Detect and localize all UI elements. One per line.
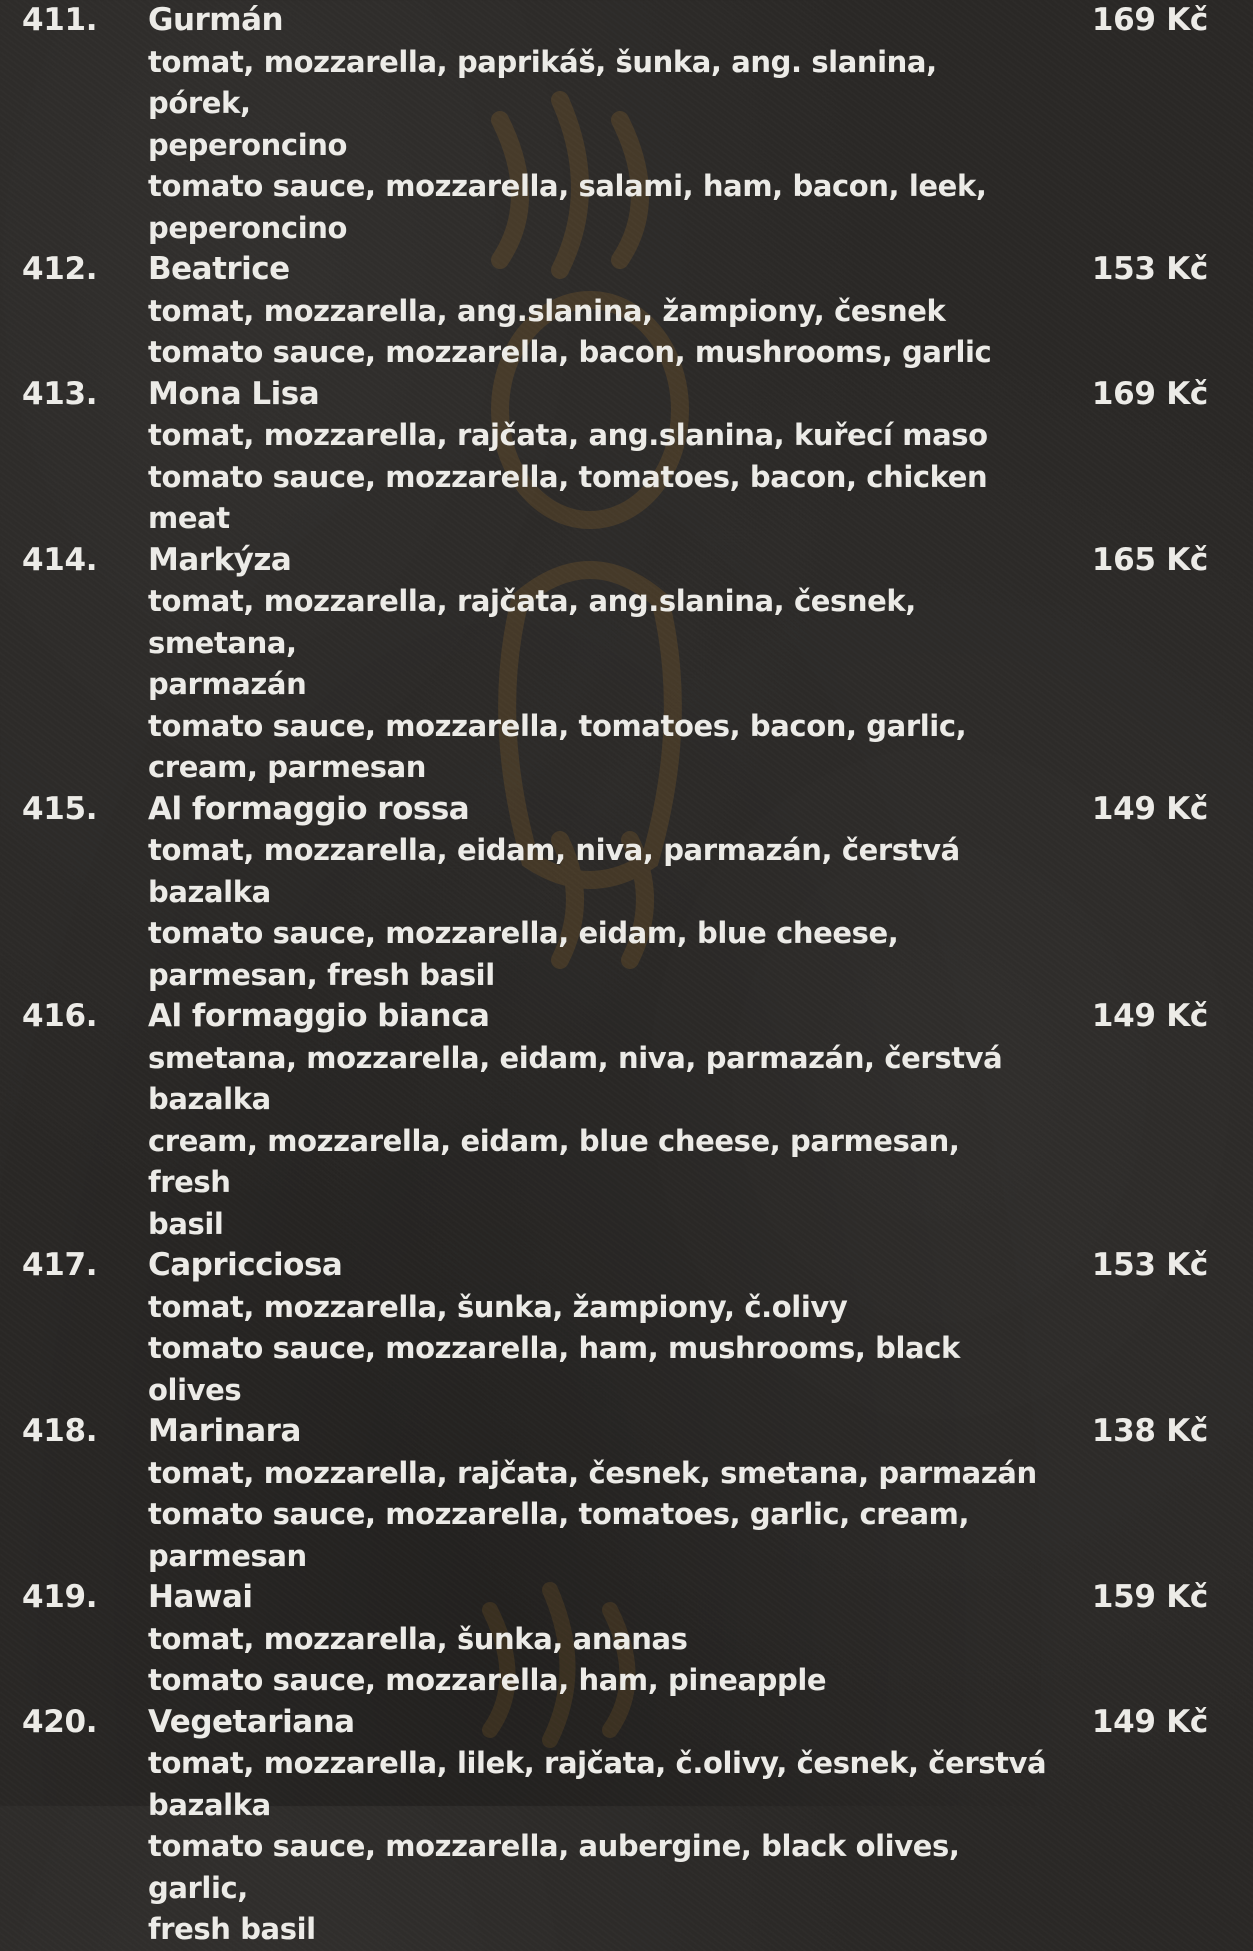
menu-item bbox=[0, 1702, 1253, 1951]
item-name: Gurmán bbox=[148, 2, 284, 38]
item-description-line: tomat, mozzarella, eidam, niva, parmazán, čerstvá bbox=[148, 833, 960, 867]
item-name: Beatrice bbox=[148, 251, 290, 287]
item-description-line: bazalka bbox=[148, 1082, 271, 1116]
item-name: Markýza bbox=[148, 541, 292, 578]
item-name: Hawai bbox=[148, 1579, 253, 1615]
item-description-line: parmesan bbox=[148, 1538, 307, 1573]
item-number: 416. bbox=[22, 998, 98, 1034]
item-price: 149 Kč bbox=[1091, 1703, 1208, 1740]
item-body bbox=[148, 1702, 1048, 1951]
item-price: 149 Kč bbox=[1091, 998, 1208, 1034]
item-price: 153 Kč bbox=[1091, 1247, 1208, 1283]
item-description-line: smetana, mozzarella, eidam, niva, parmazán, čerstvá bbox=[148, 1040, 1003, 1075]
item-description-line: basil bbox=[148, 1206, 224, 1241]
item-description-line: tomato sauce, mozzarella, tomatoes, garlic, cream, bbox=[148, 1497, 970, 1531]
item-price: 165 Kč bbox=[1091, 541, 1208, 578]
item-description-line: tomato sauce, mozzarella, aubergine, black olives, garlic, bbox=[148, 1829, 960, 1905]
item-description-line: peperoncino bbox=[148, 210, 348, 245]
menu-item bbox=[0, 0, 1253, 249]
item-description-line: tomato sauce, mozzarella, eidam, blue cheese, bbox=[148, 916, 899, 950]
item-number: 420. bbox=[22, 1703, 98, 1740]
item-number: 412. bbox=[22, 251, 98, 287]
item-description-line: tomat, mozzarella, rajčata, ang.slanina, česnek, smetana, bbox=[148, 584, 916, 660]
item-description-line: bazalka bbox=[148, 1787, 271, 1822]
item-description-line: tomat, mozzarella, ang.slanina, žampiony, česnek bbox=[148, 293, 946, 328]
item-description-line: tomat, mozzarella, paprikáš, šunka, ang. slanina, pórek, bbox=[148, 44, 937, 120]
item-price: 169 Kč bbox=[1091, 375, 1208, 412]
item-description-line: cream, parmesan bbox=[148, 750, 427, 784]
item-body bbox=[148, 996, 1048, 1245]
item-body bbox=[148, 249, 1048, 374]
item-body bbox=[148, 374, 1048, 540]
item-description-line: meat bbox=[148, 501, 230, 535]
item-description-line: tomato sauce, mozzarella, ham, mushrooms, black olives bbox=[148, 1331, 960, 1407]
item-price: 138 Kč bbox=[1091, 1413, 1208, 1449]
item-description-line: tomato sauce, mozzarella, tomatoes, bacon, chicken bbox=[148, 459, 988, 494]
item-description-line: tomat, mozzarella, šunka, žampiony, č.olivy bbox=[148, 1289, 848, 1324]
item-name: Al formaggio bianca bbox=[148, 998, 490, 1034]
item-number: 415. bbox=[22, 790, 98, 827]
item-description-line: tomat, mozzarella, šunka, ananas bbox=[148, 1621, 688, 1656]
item-number: 417. bbox=[22, 1247, 98, 1283]
menu-item bbox=[0, 249, 1253, 374]
item-price: 169 Kč bbox=[1091, 2, 1208, 38]
item-number: 418. bbox=[22, 1413, 98, 1449]
item-number: 411. bbox=[22, 2, 98, 38]
item-body bbox=[148, 1577, 1048, 1702]
item-description-line: tomato sauce, mozzarella, bacon, mushrooms, garlic bbox=[148, 335, 992, 369]
menu-item bbox=[0, 1411, 1253, 1577]
item-description-line: tomat, mozzarella, rajčata, česnek, smetana, parmazán bbox=[148, 1455, 1037, 1490]
menu-item bbox=[0, 789, 1253, 997]
item-description-line: fresh basil bbox=[148, 1912, 316, 1946]
item-description-line: parmesan, fresh basil bbox=[148, 957, 495, 992]
item-name: Capricciosa bbox=[148, 1247, 343, 1283]
item-number: 413. bbox=[22, 375, 98, 412]
item-body bbox=[148, 1245, 1048, 1411]
item-name: Vegetariana bbox=[148, 1703, 355, 1740]
item-description-line: tomato sauce, mozzarella, salami, ham, bacon, leek, bbox=[148, 169, 987, 203]
item-description-line: cream, mozzarella, eidam, blue cheese, parmesan, fresh bbox=[148, 1123, 960, 1199]
item-description-line: tomato sauce, mozzarella, ham, pineapple bbox=[148, 1663, 827, 1697]
menu-item bbox=[0, 374, 1253, 540]
item-name: Marinara bbox=[148, 1413, 301, 1449]
item-number: 419. bbox=[22, 1579, 98, 1615]
item-description-line: parmazán bbox=[148, 667, 307, 701]
item-price: 153 Kč bbox=[1091, 251, 1208, 287]
item-name: Al formaggio rossa bbox=[148, 790, 470, 827]
menu-item bbox=[0, 1577, 1253, 1702]
item-body bbox=[148, 1411, 1048, 1577]
menu-item bbox=[0, 540, 1253, 789]
item-description-line: tomato sauce, mozzarella, tomatoes, bacon, garlic, bbox=[148, 708, 967, 743]
item-name: Mona Lisa bbox=[148, 375, 320, 412]
item-body bbox=[148, 540, 1048, 789]
item-price: 149 Kč bbox=[1091, 790, 1208, 827]
item-description-line: bazalka bbox=[148, 874, 271, 909]
item-description-line: peperoncino bbox=[148, 127, 348, 162]
item-body bbox=[148, 0, 1048, 249]
item-number: 414. bbox=[22, 541, 98, 578]
menu-item bbox=[0, 1245, 1253, 1411]
item-body bbox=[148, 789, 1048, 997]
item-description-line: tomat, mozzarella, rajčata, ang.slanina, kuřecí maso bbox=[148, 418, 988, 452]
item-description-line: tomat, mozzarella, lilek, rajčata, č.olivy, česnek, čerstvá bbox=[148, 1746, 1047, 1780]
item-price: 159 Kč bbox=[1091, 1579, 1208, 1615]
menu-item bbox=[0, 996, 1253, 1245]
